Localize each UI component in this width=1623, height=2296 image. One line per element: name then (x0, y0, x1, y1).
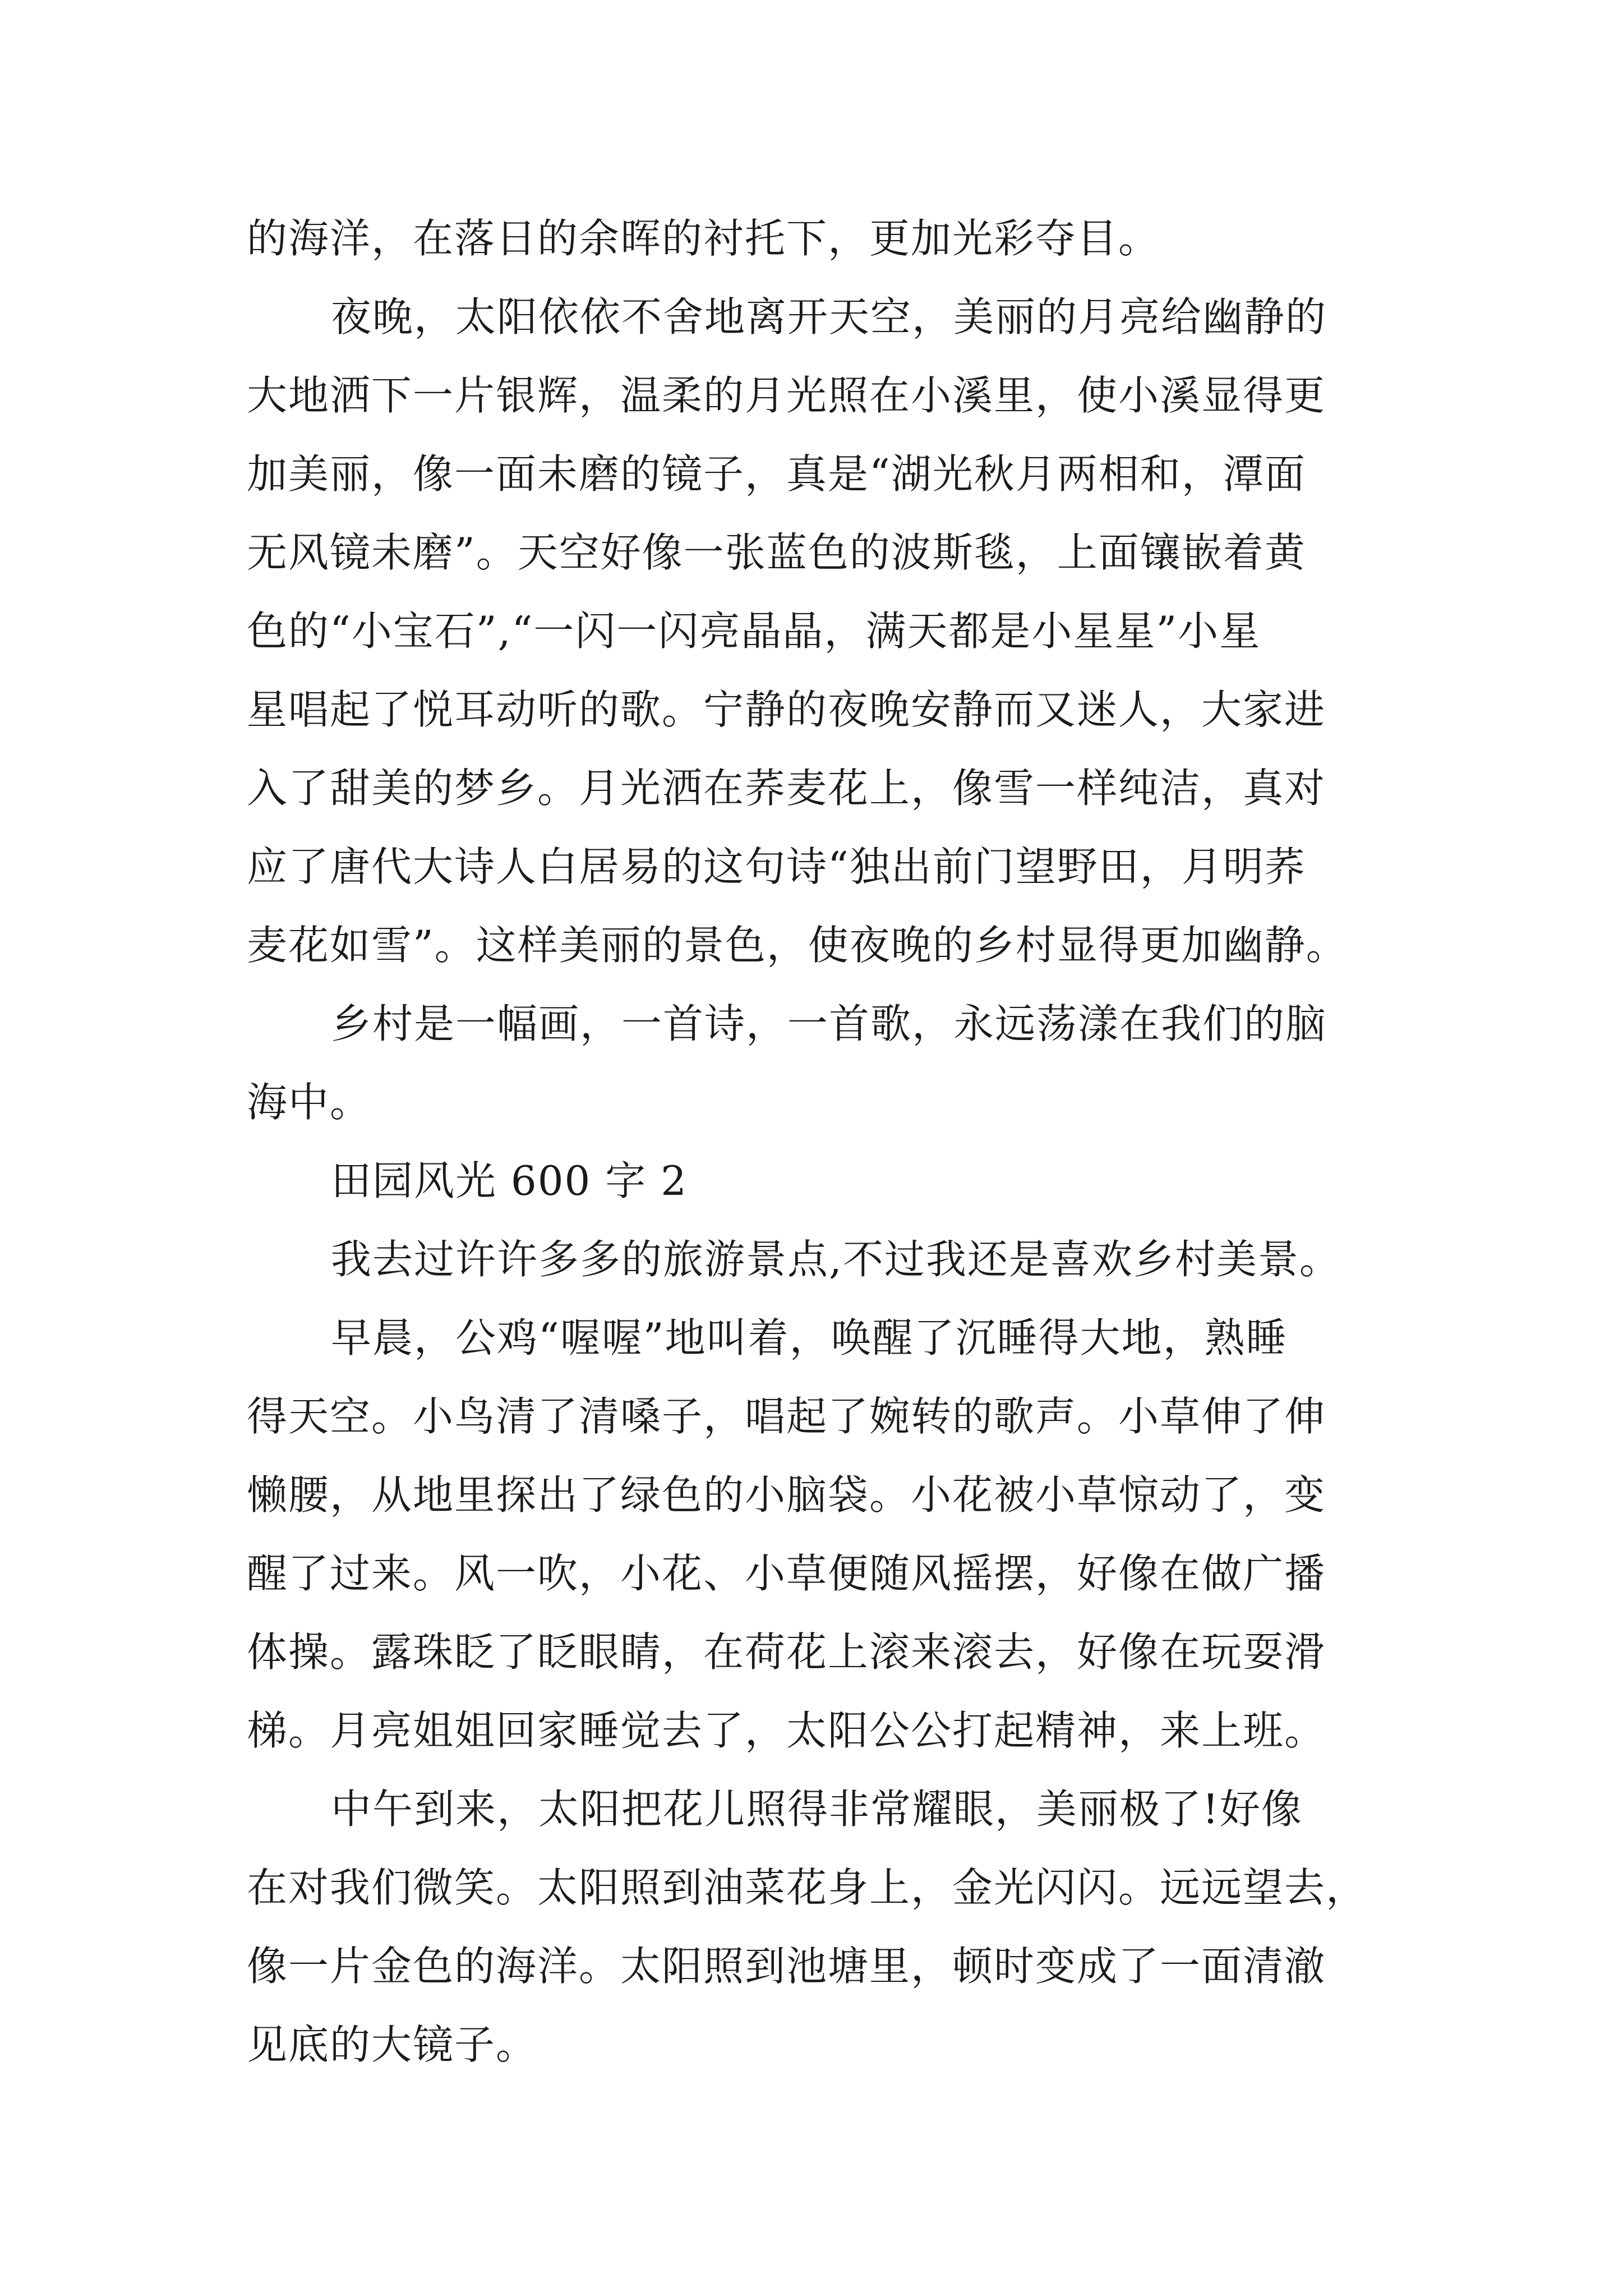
text-line: 加美丽，像一面未磨的镜子，真是“湖光秋月两相和，潭面 (247, 450, 1306, 498)
text-line: 夜晚，太阳依依不舍地离开天空，美丽的月亮给幽静的 (331, 293, 1327, 341)
section-heading: 田园风光 600 字 2 (331, 1157, 688, 1204)
text-line: 像一片金色的海洋。太阳照到池塘里，顿时变成了一面清澈 (247, 1943, 1326, 1990)
text-line: 得天空。小鸟清了清嗓子，唱起了婉转的歌声。小草伸了伸 (247, 1393, 1326, 1440)
text-line: 麦花如雪”。这样美丽的景色，使夜晚的乡村显得更加幽静。 (247, 922, 1348, 969)
text-line: 见底的大镜子。 (247, 2021, 538, 2068)
text-line: 星唱起了悦耳动听的歌。宁静的夜晚安静而又迷人，大家进 (247, 686, 1326, 733)
text-line: 入了甜美的梦乡。月光洒在荞麦花上，像雪一样纯洁，真对 (247, 765, 1326, 812)
text-line: 梯。月亮姐姐回家睡觉去了，太阳公公打起精神，来上班。 (247, 1707, 1326, 1754)
text-line: 海中。 (247, 1079, 372, 1126)
document-body (247, 199, 1391, 2084)
text-line: 应了唐代大诗人白居易的这句诗“独出前门望野田，月明荞 (247, 843, 1306, 890)
text-line: 大地洒下一片银辉，温柔的月光照在小溪里，使小溪显得更 (247, 372, 1326, 419)
text-line: 在对我们微笑。太阳照到油菜花身上，金光闪闪。远远望去， (247, 1864, 1368, 1911)
text-line: 早晨，公鸡“喔喔”地叫着，唤醒了沉睡得大地，熟睡 (331, 1314, 1288, 1361)
text-line: 无风镜未磨”。天空好像一张蓝色的波斯毯，上面镶嵌着黄 (247, 529, 1306, 576)
text-line: 懒腰，从地里探出了绿色的小脑袋。小花被小草惊动了，变 (247, 1471, 1326, 1519)
text-line: 体操。露珠眨了眨眼睛，在荷花上滚来滚去，好像在玩耍滑 (247, 1628, 1326, 1676)
text-line: 我去过许许多多的旅游景点,不过我还是喜欢乡村美景。 (331, 1236, 1341, 1283)
text-line: 中午到来，太阳把花儿照得非常耀眼，美丽极了!好像 (331, 1786, 1303, 1833)
text-line: 的海洋，在落日的余晖的衬托下，更加光彩夺目。 (247, 215, 1160, 262)
text-line: 乡村是一幅画，一首诗，一首歌，永远荡漾在我们的脑 (331, 1000, 1327, 1047)
text-line: 色的“小宝石”,“一闪一闪亮晶晶，满天都是小星星”小星 (247, 608, 1261, 655)
text-line: 醒了过来。风一吹，小花、小草便随风摇摆，好像在做广播 (247, 1550, 1326, 1597)
